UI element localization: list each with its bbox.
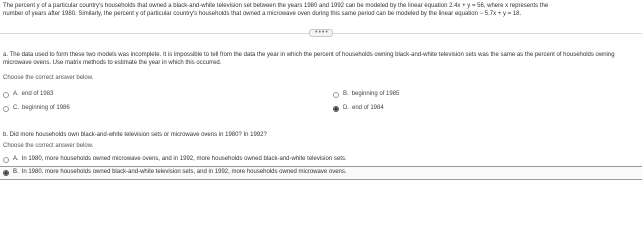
- option-text: beginning of 1986: [22, 105, 70, 111]
- option-text: beginning of 1985: [351, 91, 400, 97]
- option-text: In 1980, more households owned black-and-white television sets, and in 1992, more households owned microwave ovens.: [21, 169, 347, 176]
- part-b-option-a[interactable]: [0, 154, 642, 167]
- radio-icon[interactable]: [333, 92, 339, 98]
- part-b-instruction: Choose the correct answer below.: [3, 143, 94, 149]
- problem-line-2: number of years after 1980. Similarly, the percent y of particular country's households that owned a microwave oven during this same period can be modeled by the linear equation − 5.7x + y = 18.: [3, 10, 522, 17]
- part-a-option-a[interactable]: [3, 91, 53, 99]
- radio-selected-icon[interactable]: [3, 170, 9, 176]
- radio-selected-icon[interactable]: [333, 106, 339, 112]
- option-letter: A.: [13, 91, 19, 97]
- part-b-question: b. Did more households own black-and-white television sets or microwave ovens in 1980? In 1992?: [3, 132, 267, 138]
- radio-icon[interactable]: [3, 92, 9, 98]
- radio-icon[interactable]: [3, 106, 9, 112]
- option-letter: B.: [343, 91, 349, 97]
- option-letter: D.: [343, 105, 349, 111]
- option-letter: B.: [13, 169, 19, 176]
- ellipsis-icon: ••••: [315, 29, 329, 36]
- expand-more-button[interactable]: [309, 29, 333, 37]
- option-text: end of 1983: [21, 91, 54, 97]
- radio-icon[interactable]: [3, 157, 9, 163]
- part-a-option-c[interactable]: [3, 105, 70, 113]
- option-text: end of 1984: [352, 105, 384, 111]
- part-a-question: a. The data used to form these two models was incomplete. It is impossible to tell from the data the year in which the percent of households owning black-and-white television sets was the same as the percent of households owning microwave ovens. Use matrix methods to estimate the year in which this occurred.: [3, 52, 615, 66]
- part-a-option-d[interactable]: [333, 105, 384, 113]
- option-letter: C.: [13, 105, 19, 111]
- part-a-option-b[interactable]: [333, 91, 399, 99]
- option-text: In 1980, more households owned microwave ovens, and in 1992, more households owned black-and-white television sets.: [21, 156, 347, 163]
- problem-statement: [3, 3, 639, 18]
- part-b-option-b[interactable]: [0, 167, 642, 180]
- option-letter: A.: [13, 156, 19, 163]
- part-a-instruction: Choose the correct answer below.: [3, 75, 94, 81]
- problem-line-1: The percent y of a particular country's households that owned a black-and-white television set between the years 1980 and 1992 can be modeled by the linear equation 2.4x + y = 56, where x represents the: [3, 3, 549, 9]
